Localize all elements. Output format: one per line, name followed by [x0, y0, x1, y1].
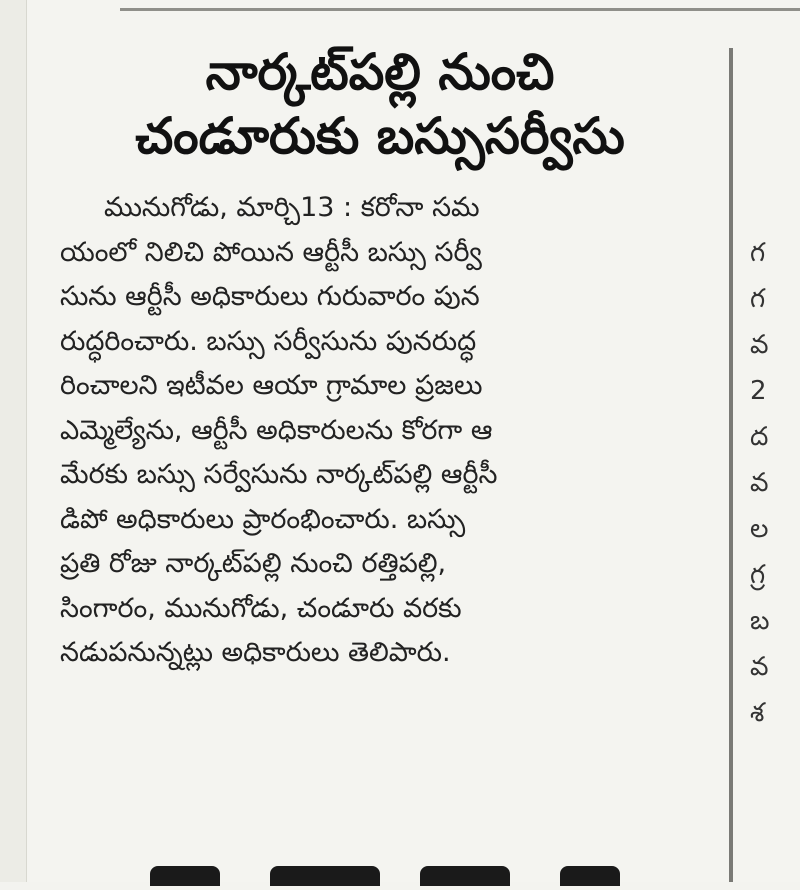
column-fragment: గ్ర: [750, 560, 766, 590]
column-fragment: వ: [750, 330, 769, 360]
body-line: నడుపనున్నట్లు అధికారులు తెలిపారు.: [60, 637, 451, 668]
top-rule: [120, 8, 800, 11]
article-headline: [60, 40, 700, 168]
column-fragment: ల: [750, 514, 769, 544]
body-line: ఎమ్మెల్యేను, ఆర్టీసీ అధికారులను కోరగా ఆ: [60, 414, 493, 446]
news-article: [60, 40, 700, 676]
body-line: మునుగోడు, మార్చి13 : కరోనా సమ: [104, 192, 480, 223]
body-line: ప్రతి రోజు నార్కట్‌పల్లి నుంచి రత్తిపల్లి,: [60, 548, 447, 579]
body-line: డిపో అధికారులు ప్రారంభించారు. బస్సు: [60, 503, 466, 535]
headline-line-1: నార్కట్‌పల్లి నుంచి: [205, 43, 555, 101]
page-margin-strip: [0, 0, 27, 882]
column-divider: [729, 48, 733, 882]
column-fragment: శ: [750, 698, 765, 728]
column-fragment: 2: [750, 376, 767, 406]
body-line: యంలో నిలిచి పోయిన ఆర్టీసీ బస్సు సర్వీ: [60, 236, 482, 268]
body-line: మేరకు బస్సు సర్వేసును నార్కట్‌పల్లి ఆర్టీసీ: [60, 459, 498, 490]
body-line: సును ఆర్టీసీ అధికారులు గురువారం పున: [60, 281, 480, 312]
body-line: రించాలని ఇటీవల ఆయా గ్రామాల ప్రజలు: [60, 370, 483, 401]
body-line: రుద్ధరించారు. బస్సు సర్వీసును పునరుద్ధ: [60, 325, 477, 357]
adjacent-column-fragment: [750, 230, 800, 736]
headline-line-2: చండూరుకు బస్సుసర్వీసు: [135, 107, 625, 165]
article-body: [60, 186, 700, 676]
column-fragment: వ: [750, 468, 769, 498]
column-fragment: వ: [750, 652, 769, 682]
column-fragment: గ: [750, 284, 766, 314]
column-fragment: ద: [750, 422, 769, 452]
column-fragment: బ: [750, 606, 770, 636]
body-line: సింగారం, మునుగోడు, చండూరు వరకు: [60, 592, 462, 624]
column-fragment: గ: [750, 238, 766, 268]
next-article-headline-fragment: [120, 860, 640, 890]
